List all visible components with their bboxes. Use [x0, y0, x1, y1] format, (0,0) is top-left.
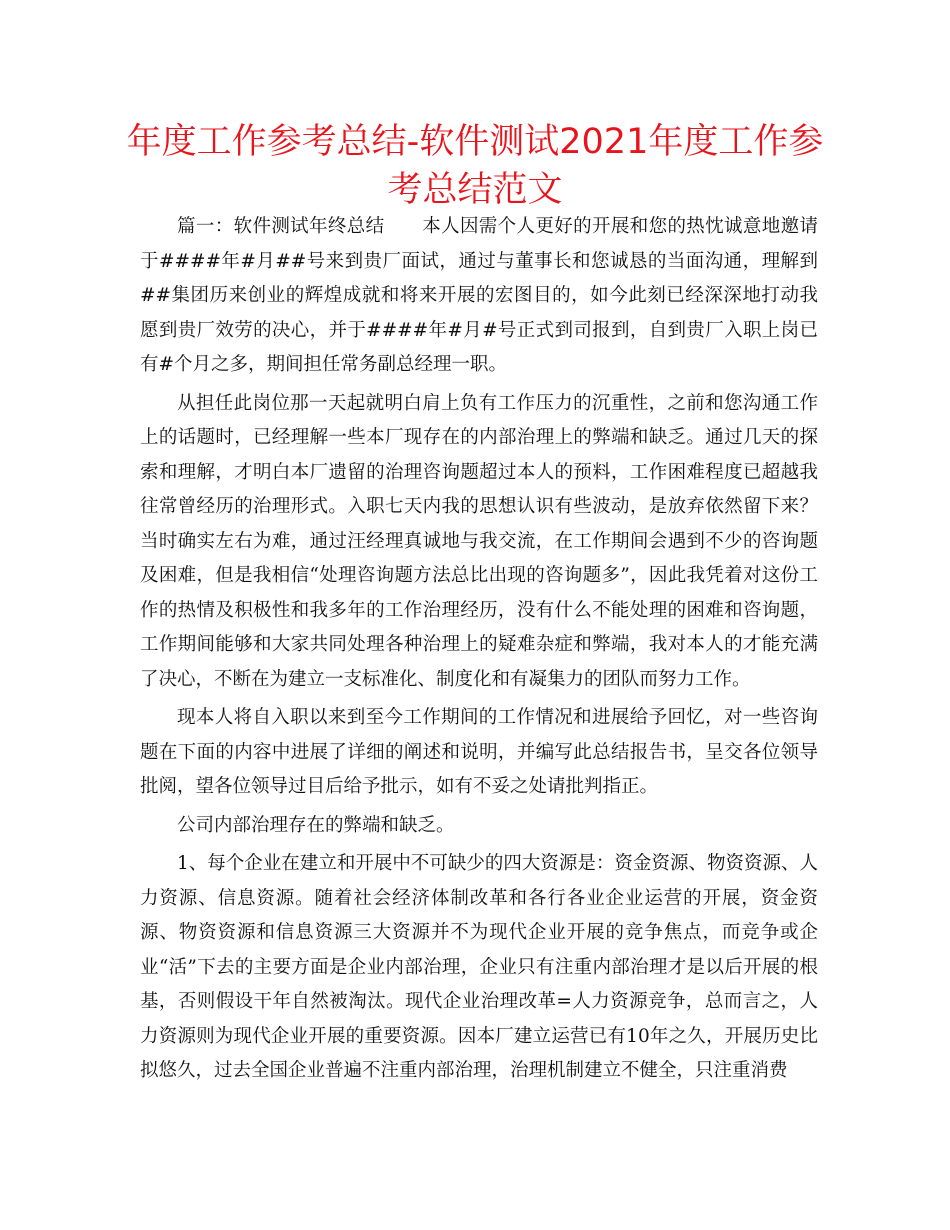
- document-body: [140, 210, 818, 1093]
- document-title: 年度工作参考总结-软件测试2021年度工作参考总结范文: [126, 122, 824, 210]
- paragraph: 篇一：软件测试年终总结 本人因需个人更好的开展和您的热忱诚意地邀请于####年#月##号来到贵厂面试，通过与董事长和您诚恳的当面沟通，理解到##集团历来创业的辉煌成就和将来开展的宏图目的，如今此刻已经深深地打动我愿到贵厂效劳的决心，并于####年#月#号正式到司报到，自到贵厂入职上岗已有#个月之多，期间担任常务副总经理一职。: [140, 216, 818, 375]
- paragraph: 现本人将自入职以来到至今工作期间的工作情况和进展给予回忆，对一些咨询题在下面的内容中进展了详细的阐述和说明，并编写此总结报告书，呈交各位领导批阅，望各位领导过目后给予批示，如有不妥之处请批判指正。: [140, 707, 818, 797]
- paragraph: 1、每个企业在建立和开展中不可缺少的四大资源是：资金资源、物资资源、人力资源、信息资源。随着社会经济体制改革和各行各业企业运营的开展，资金资源、物资资源和信息资源三大资源并不为现代企业开展的竞争焦点，而竞争或企业“活”下去的主要方面是企业内部治理，企业只有注重内部治理才是以后开展的根基，否则假设干年自然被淘汰。现代企业治理改革=人力资源竞争，总而言之，人力资源则为现代企业开展的重要资源。因本厂建立运营已有10年之久，开展历史比拟悠久，过去全国企业普遍不注重内部治理，治理机制建立不健全，只注重消费: [140, 853, 818, 1081]
- paragraph: 从担任此岗位那一天起就明白肩上负有工作压力的沉重性，之前和您沟通工作上的话题时，已经理解一些本厂现存在的内部治理上的弊端和缺乏。通过几天的探索和理解，才明白本厂遗留的治理咨询题超过本人的预料，工作困难程度已超越我往常曾经历的治理形式。入职七天内我的思想认识有些波动，是放弃依然留下来？当时确实左右为难，通过汪经理真诚地与我交流，在工作期间会遇到不少的咨询题及困难，但是我相信“处理咨询题方法总比出现的咨询题多”，因此我凭着对这份工作的热情及积极性和我多年的工作治理经历，没有什么不能处理的困难和咨询题，工作期间能够和大家共同处理各种治理上的疑难杂症和弊端，我对本人的才能充满了决心，不断在为建立一支标准化、制度化和有凝集力的团队而努力工作。: [140, 392, 818, 690]
- paragraph: 公司内部治理存在的弊端和缺乏。: [177, 814, 455, 836]
